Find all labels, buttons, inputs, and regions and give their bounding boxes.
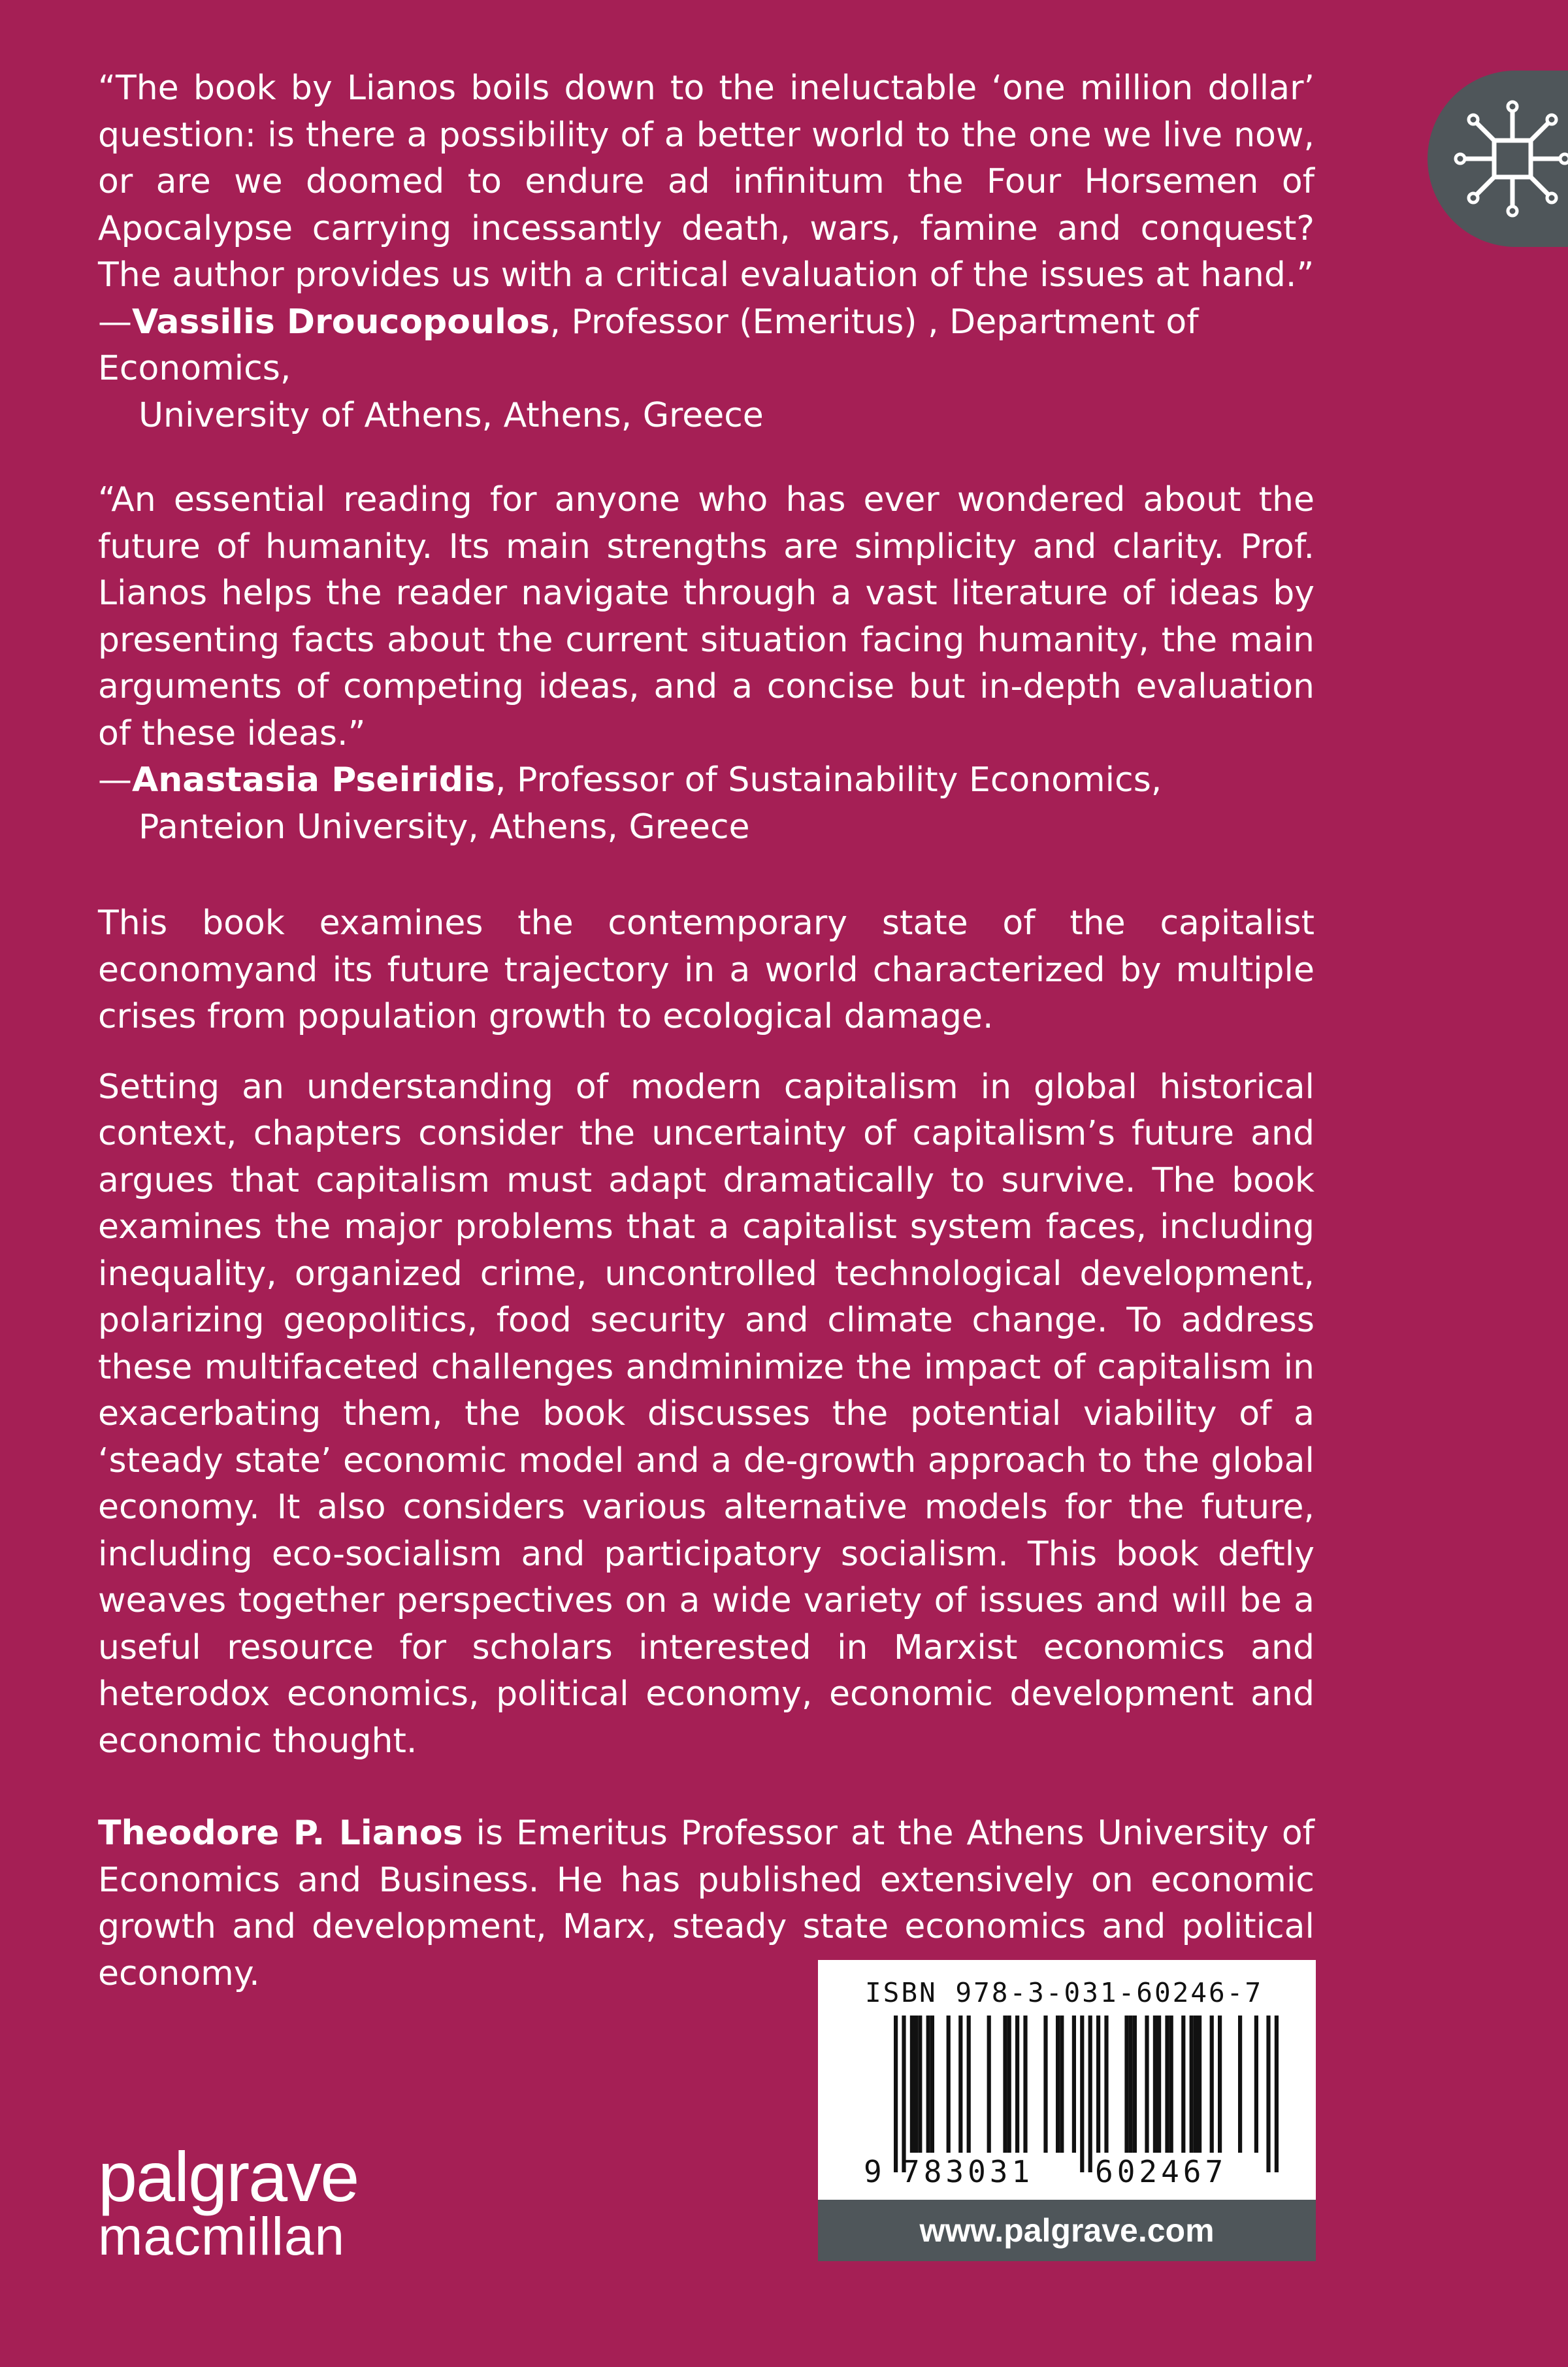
quote-text: “An essential reading for anyone who has ever wondered about the future of humanity. Its main strengths are simplicity and clarity. Prof. Lianos helps the reader navigate through a vast literature of ideas by presenting facts about the current situation facing humanity, the main arguments of competing ideas, and a concise but in-depth evaluation of these ideas.” xyxy=(98,480,1315,753)
barcode-bar xyxy=(902,2016,906,2172)
barcode-left-digits: 783031 xyxy=(902,2154,1034,2189)
barcode-bar xyxy=(1056,2016,1060,2153)
author-name: Theodore P. Lianos xyxy=(98,1814,463,1853)
barcode-bar xyxy=(1015,2016,1019,2153)
isbn-barcode xyxy=(818,1960,1316,2200)
barcode-bar xyxy=(918,2016,922,2153)
barcode-bar xyxy=(1238,2016,1242,2153)
barcode-bar xyxy=(1198,2016,1201,2153)
quote-text: “The book by Lianos boils down to the ineluctable ‘one million dollar’ question: is there a possibility of a better world to the one we live now, or are we doomed to endure ad infinitum the Four Horsemen of Apocalypse carrying incessantly death, wars, famine and conquest? The author provides us with a critical evaluation of the issues at hand.” xyxy=(98,69,1315,295)
quote-affiliation: , Professor of Sustainability Economics, xyxy=(495,760,1162,800)
barcode-bar xyxy=(1210,2016,1214,2153)
barcode-bar xyxy=(926,2016,930,2153)
barcode-bar xyxy=(1072,2016,1076,2153)
barcode-bar xyxy=(1153,2016,1157,2153)
isbn-label: ISBN 978-3-031-60246-7 xyxy=(865,1977,1264,2008)
barcode-bar xyxy=(930,2016,934,2153)
barcode-bar xyxy=(1023,2016,1027,2153)
logo-macmillan: macmillan xyxy=(98,2207,346,2266)
barcode-right-digits: 602467 xyxy=(1095,2154,1228,2189)
description-paragraph: Setting an understanding of modern capitalism in global historical context, chapters consider the uncertainty of capitalism’s future and argues that capitalism must adapt dramatically to survive. The book examines the major problems that a capitalist system faces, including inequality, organized crime, uncontrolled technological development, polarizing geopolitics, food security and climate change. To address these multifaceted challenges andminimize the impact of capitalism in exacerbating them, the book discusses the potential viability of a ‘steady state’ economic model and a de-growth approach to the global economy. It also considers various alternative models for the future, including eco-socialism and participatory socialism. This book deftly weaves together perspectives on a wide variety of issues and will be a useful resource for scholars interested in Marxist economics and heterodox economics, political economy, economic development and economic thought. xyxy=(98,1067,1315,1761)
barcode-bar xyxy=(1007,2016,1011,2153)
barcode-bar xyxy=(1129,2016,1133,2153)
barcode-bar xyxy=(1266,2016,1270,2172)
quote-author: Vassilis Droucopoulos xyxy=(132,302,550,342)
barcode-bar xyxy=(958,2016,962,2153)
book-description xyxy=(98,900,1315,1765)
barcode-bar xyxy=(1003,2016,1007,2153)
publisher-logo xyxy=(98,2137,359,2266)
barcode-bar xyxy=(1133,2016,1137,2153)
barcode-bar xyxy=(1060,2016,1064,2153)
quote-attribution xyxy=(98,757,1315,851)
barcode-bar xyxy=(1190,2016,1194,2153)
author-bio-text: is Emeritus Professor at the Athens University of Economics and Business. He has published extensively on economic growth and development, Marx, steady state economics and political economy. xyxy=(98,1814,1315,1993)
barcode-bar xyxy=(987,2016,991,2153)
barcode-bar xyxy=(1080,2016,1084,2172)
barcode-bar xyxy=(1145,2016,1149,2153)
barcode-bar xyxy=(910,2016,914,2153)
barcode-bars xyxy=(818,1960,1316,2200)
description-paragraph: This book examines the contemporary state of the capitalist economyand its future trajectory in a world characterized by multiple crises from population growth to ecological damage. xyxy=(98,904,1315,1036)
quote-affiliation-line2: Panteion University, Athens, Greece xyxy=(139,807,750,847)
barcode-first-digit: 9 xyxy=(864,2154,886,2189)
quote-affiliation: , Professor (Emeritus) , Department of Economics, xyxy=(98,302,1199,388)
barcode-bar xyxy=(1096,2016,1100,2153)
barcode-bar xyxy=(1088,2016,1092,2172)
barcode-bar xyxy=(1169,2016,1173,2153)
barcode-bar xyxy=(1181,2016,1185,2153)
quote-attribution xyxy=(98,299,1315,440)
barcode-bar xyxy=(914,2016,918,2153)
logo-palgrave: palgrave xyxy=(98,2137,359,2216)
publisher-mark xyxy=(1428,71,1568,247)
barcode-bar xyxy=(1165,2016,1169,2153)
barcode-bar xyxy=(967,2016,971,2153)
barcode-bar xyxy=(1254,2016,1258,2153)
barcode-bar xyxy=(1218,2016,1222,2153)
quote-dash: — xyxy=(98,760,132,800)
barcode-bar xyxy=(947,2016,951,2153)
quote-affiliation-line2: University of Athens, Athens, Greece xyxy=(139,395,764,435)
publisher-url[interactable]: www.palgrave.com xyxy=(818,2200,1316,2261)
quote-author: Anastasia Pseiridis xyxy=(132,760,495,800)
quote-dash: — xyxy=(98,302,132,342)
review-quote xyxy=(98,477,1315,851)
palgrave-star-icon xyxy=(1454,100,1568,218)
barcode-bar xyxy=(1124,2016,1128,2153)
cover-text xyxy=(98,65,1315,2031)
barcode-bar xyxy=(1043,2016,1047,2153)
review-quote xyxy=(98,65,1315,439)
barcode-bar xyxy=(1104,2016,1108,2153)
barcode-bar xyxy=(1194,2016,1198,2153)
barcode-bar xyxy=(894,2016,898,2172)
barcode-bar xyxy=(1157,2016,1161,2153)
barcode-bar xyxy=(1275,2016,1279,2172)
